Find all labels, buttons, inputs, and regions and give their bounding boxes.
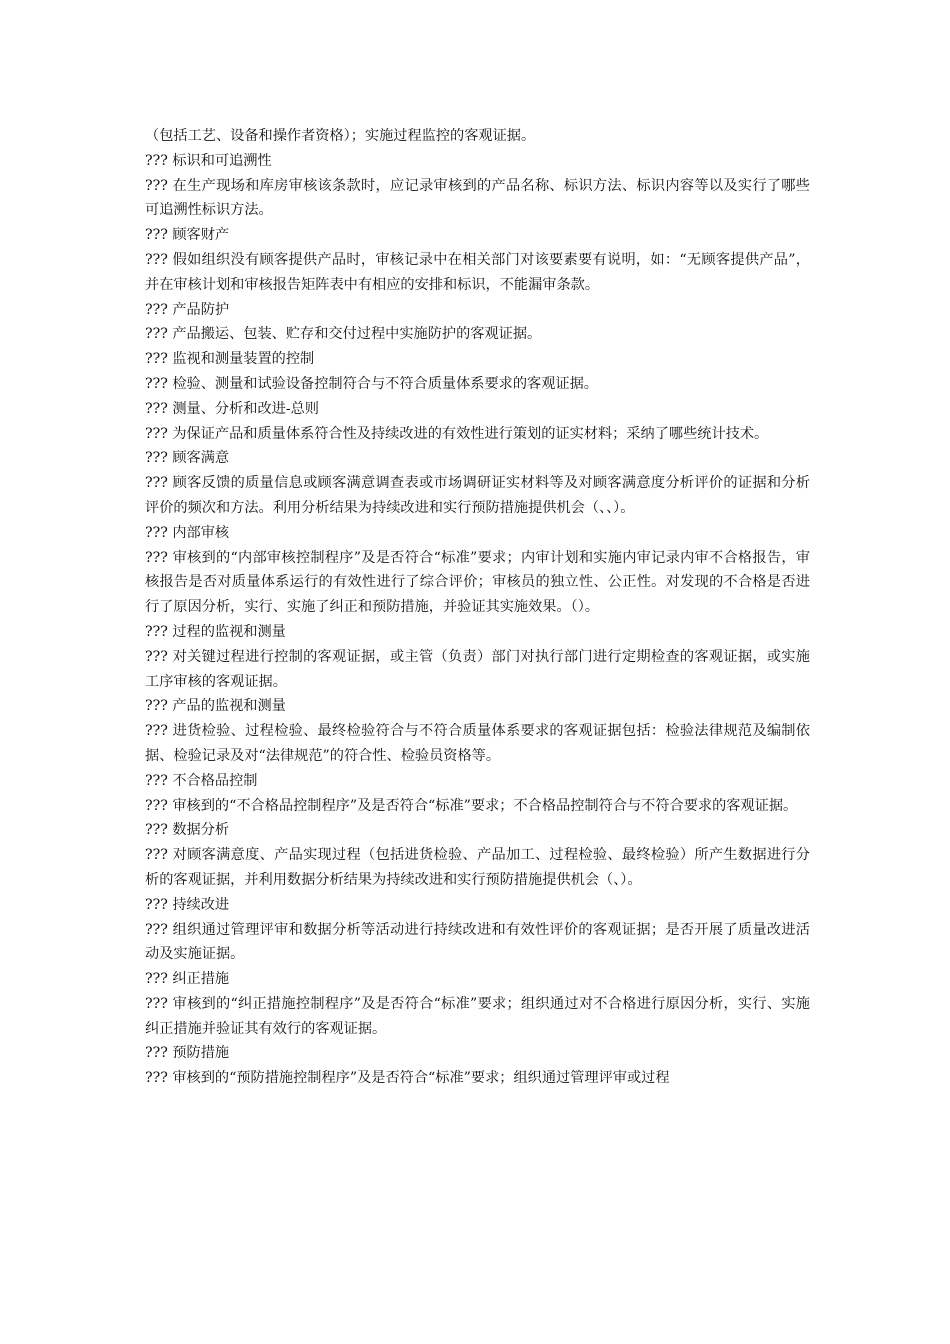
paragraph-product-protection: ??? 产品搬运、包装、贮存和交付过程中实施防护的客观证据。 — [145, 326, 542, 343]
section-heading-customer-property: ??? 顾客财产 — [145, 227, 230, 244]
paragraph-customer-property: ??? 假如组织没有顾客提供产品时，审核记录中在相关部门对该要素要有说明，如：“无顾客提供产品”，并在审核计划和审核报告矩阵表中有相应的安排和标识，不能漏审条款。 — [145, 251, 810, 293]
section-heading-product-protection: ??? 产品防护 — [145, 301, 230, 318]
section-heading-corrective-action: ??? 纠正措施 — [145, 971, 230, 988]
paragraph-continuation: （包括工艺、设备和操作者资格）；实施过程监控的客观证据。 — [145, 128, 536, 144]
paragraph-process-monitoring: ??? 对关键过程进行控制的客观证据，或主管（负责）部门对执行部门进行定期检查的客观证据，或实施工序审核的客观证据。 — [145, 648, 810, 690]
section-heading-nonconforming-product: ??? 不合格品控制 — [145, 772, 258, 789]
paragraph-customer-satisfaction: ??? 顾客反馈的质量信息或顾客满意调查表或市场调研证实材料等及对顾客满意度分析评价的证据和分析评价的频次和方法。利用分析结果为持续改进和实行预防措施提供机会（、、）。 — [145, 475, 810, 516]
paragraph-measurement-general: ??? 为保证产品和质量体系符合性及持续改进的有效性进行策划的证实材料；采纳了哪些统计技术。 — [145, 425, 769, 442]
paragraph-preventive-action: ??? 审核到的“预防措施控制程序”及是否符合“标准”要求；组织通过管理评审或过程 — [145, 1070, 670, 1087]
document-body — [145, 124, 810, 1091]
paragraph-corrective-action: ??? 审核到的“纠正措施控制程序”及是否符合“标准”要求；组织通过对不合格进行原因分析，实行、实施纠正措施并验证其有效行的客观证据。 — [145, 995, 810, 1037]
paragraph-nonconforming-product: ??? 审核到的“不合格品控制程序”及是否符合“标准”要求；不合格品控制符合与不符合要求的客观证据。 — [145, 797, 798, 814]
section-heading-measurement-general: ??? 测量、分析和改进-总则 — [145, 400, 319, 417]
section-heading-monitoring-devices: ??? 监视和测量装置的控制 — [145, 351, 315, 368]
section-heading-product-monitoring: ??? 产品的监视和测量 — [145, 698, 286, 715]
paragraph-product-monitoring: ??? 进货检验、过程检验、最终检验符合与不符合质量体系要求的客观证据包括：检验法律规范及编制依据、检验记录及对“法律规范”的符合性、检验员资格等。 — [145, 723, 810, 764]
section-heading-internal-audit: ??? 内部审核 — [145, 524, 230, 541]
section-heading-process-monitoring: ??? 过程的监视和测量 — [145, 623, 286, 640]
section-heading-continual-improvement: ??? 持续改进 — [145, 896, 230, 913]
paragraph-internal-audit: ??? 审核到的“内部审核控制程序”及是否符合“标准”要求；内审计划和实施内审记录内审不合格报告，审核报告是否对质量体系运行的有效性进行了综合评价；审核员的独立性、公正性。对发现的不合格是否进行了原因分析，实行、实施了纠正和预防措施，并验证其实施效果。（）。 — [145, 549, 810, 616]
section-heading-data-analysis: ??? 数据分析 — [145, 822, 230, 839]
section-heading-identification: ??? 标识和可追溯性 — [145, 152, 272, 169]
section-heading-preventive-action: ??? 预防措施 — [145, 1045, 230, 1062]
paragraph-data-analysis: ??? 对顾客满意度、产品实现过程（包括进货检验、产品加工、过程检验、最终检验）所产生数据进行分析的客观证据，并利用数据分析结果为持续改进和实行预防措施提供机会（、）。 — [145, 847, 810, 888]
paragraph-identification: ??? 在生产现场和库房审核该条款时，应记录审核到的产品名称、标识方法、标识内容等以及实行了哪些可追溯性标识方法。 — [145, 177, 810, 219]
section-heading-customer-satisfaction: ??? 顾客满意 — [145, 450, 230, 467]
paragraph-monitoring-devices: ??? 检验、测量和试验设备控制符合与不符合质量体系要求的客观证据。 — [145, 375, 598, 392]
paragraph-continual-improvement: ??? 组织通过管理评审和数据分析等活动进行持续改进和有效性评价的客观证据；是否开展了质量改进活动及实施证据。 — [145, 921, 810, 963]
